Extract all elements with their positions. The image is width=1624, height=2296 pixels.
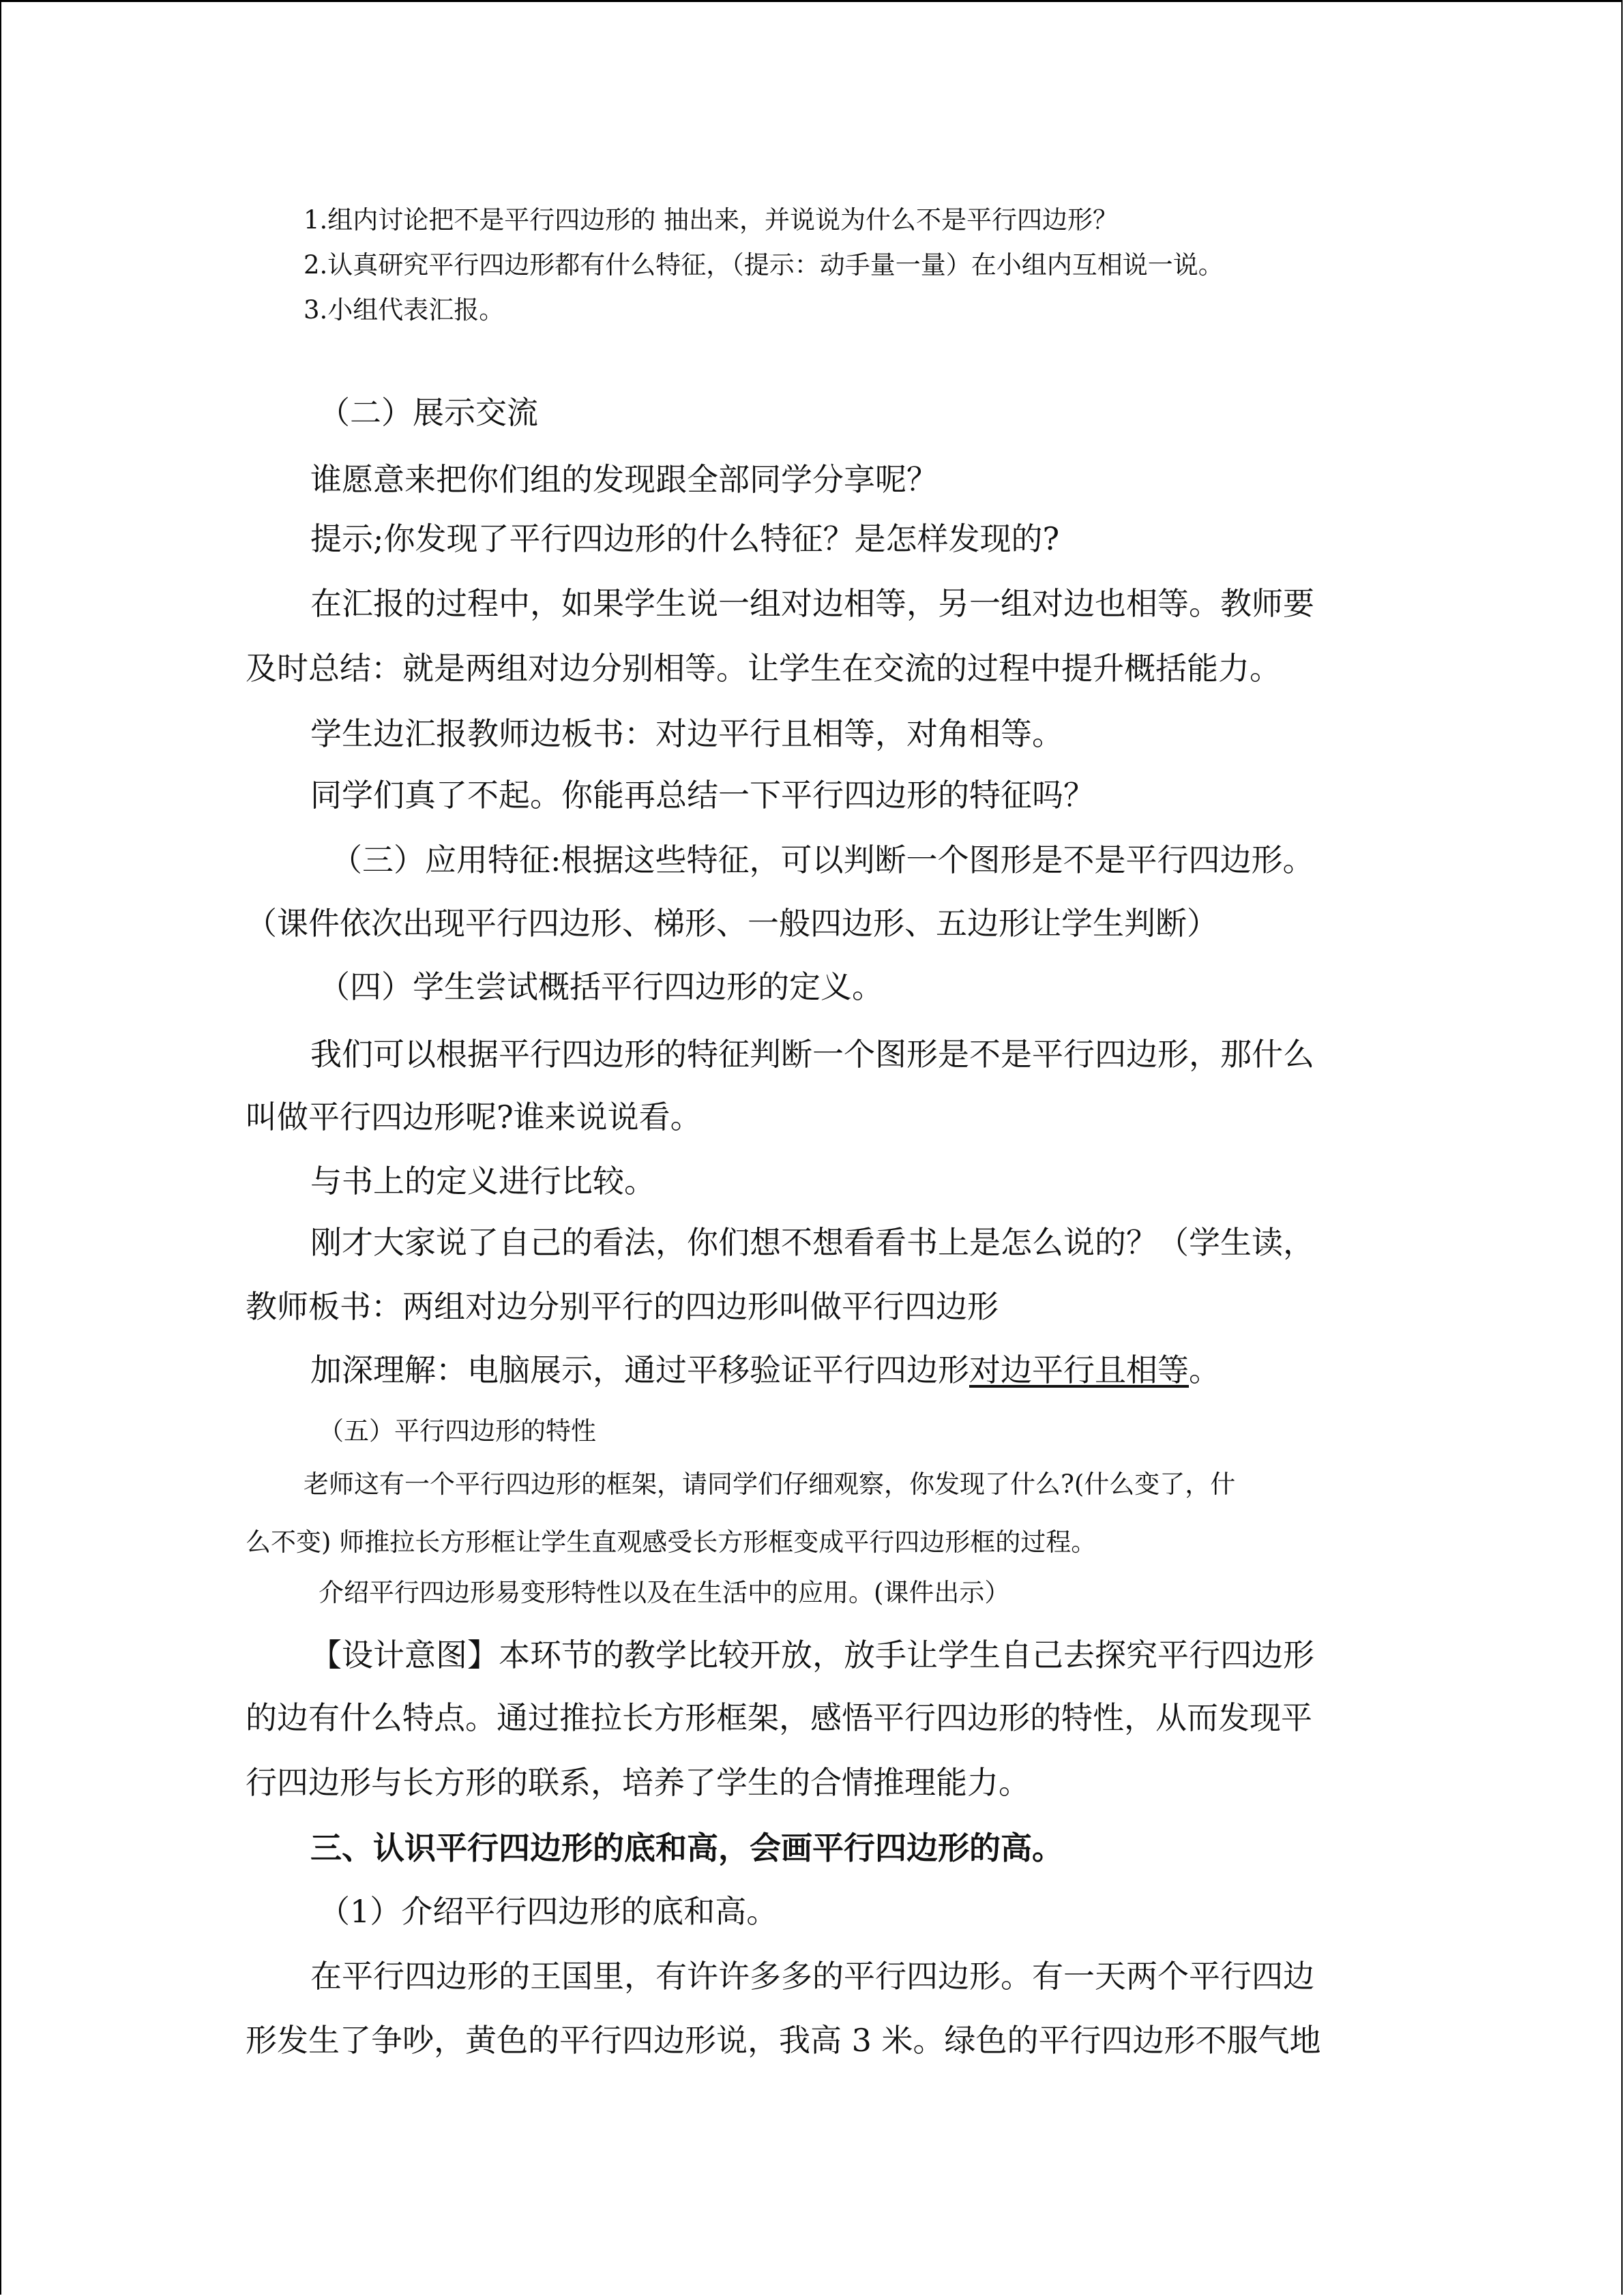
section-4-paragraph-3-line-1: 刚才大家说了自己的看法，你们想不想看看书上是怎么说的？（学生读， xyxy=(310,1224,1314,1261)
design-intent-line-2: 的边有什么特点。通过推拉长方形框架，感悟平行四边形的特性，从而发现平 xyxy=(246,1699,1312,1736)
section-5-paragraph-2: 介绍平行四边形易变形特性以及在生活中的应用。(课件出示） xyxy=(319,1578,1010,1607)
part-3-paragraph-1-line-2: 形发生了争吵，黄色的平行四边形说，我高 3 米。绿色的平行四边形不服气地 xyxy=(246,2022,1321,2059)
section-4-paragraph-1-line-2: 叫做平行四边形呢?谁来说说看。 xyxy=(246,1099,702,1135)
task-item-2: 2.认真研究平行四边形都有什么特征，（提示：动手量一量）在小组内互相说一说。 xyxy=(304,250,1224,280)
task-item-3: 3.小组代表汇报。 xyxy=(304,295,505,325)
section-2-heading: （二）展示交流 xyxy=(319,394,538,431)
underlined-phrase: 对边平行且相等 xyxy=(969,1352,1189,1388)
section-5-heading: （五）平行四边形的特性 xyxy=(319,1416,596,1446)
section-4-paragraph-2: 与书上的定义进行比较。 xyxy=(310,1163,655,1199)
section-3-line-1: （三）应用特征:根据这些特征，可以判断一个图形是不是平行四边形。 xyxy=(331,841,1314,878)
part-3-heading: 三、认识平行四边形的底和高，会画平行四边形的高。 xyxy=(310,1830,1063,1866)
section-5-paragraph-1-line-2: 么不变) 师推拉长方形框让学生直观感受长方形框变成平行四边形框的过程。 xyxy=(246,1527,1097,1557)
design-intent-line-1: 【设计意图】本环节的教学比较开放，放手让学生自己去探究平行四边形 xyxy=(310,1637,1314,1673)
section-4-paragraph-4-suffix: 。 xyxy=(1189,1352,1220,1388)
section-3-line-2: （课件依次出现平行四边形、梯形、一般四边形、五边形让学生判断） xyxy=(246,905,1218,942)
section-2-paragraph-5: 同学们真了不起。你能再总结一下平行四边形的特征吗？ xyxy=(310,777,1095,814)
part-3-paragraph-1-line-1: 在平行四边形的王国里，有许许多多的平行四边形。有一天两个平行四边 xyxy=(310,1958,1314,1995)
part-3-subheading-1: （1）介绍平行四边形的底和高。 xyxy=(319,1893,778,1930)
section-4-paragraph-3-line-2: 教师板书：两组对边分别平行的四边形叫做平行四边形 xyxy=(246,1288,999,1325)
section-2-paragraph-1: 谁愿意来把你们组的发现跟全部同学分享呢？ xyxy=(310,461,938,498)
section-2-paragraph-4: 学生边汇报教师边板书：对边平行且相等，对角相等。 xyxy=(310,715,1063,752)
task-item-1: 1.组内讨论把不是平行四边形的 抽出来，并说说为什么不是平行四边形？ xyxy=(304,205,1119,235)
section-4-paragraph-4-prefix: 加深理解：电脑展示，通过平移验证平行四边形 xyxy=(310,1352,969,1388)
section-5-paragraph-1-line-1: 老师这有一个平行四边形的框架，请同学们仔细观察，你发现了什么?(什么变了，什 xyxy=(304,1470,1236,1499)
section-2-paragraph-3-line-2: 及时总结：就是两组对边分别相等。让学生在交流的过程中提升概括能力。 xyxy=(246,650,1281,687)
section-4-heading: （四）学生尝试概括平行四边形的定义。 xyxy=(319,968,883,1005)
section-2-paragraph-2: 提示;你发现了平行四边形的什么特征？是怎样发现的? xyxy=(310,520,1060,557)
design-intent-line-3: 行四边形与长方形的联系，培养了学生的合情推理能力。 xyxy=(246,1764,1030,1801)
section-2-paragraph-3-line-1: 在汇报的过程中，如果学生说一组对边相等，另一组对边也相等。教师要 xyxy=(310,585,1314,622)
section-4-paragraph-1-line-1: 我们可以根据平行四边形的特征判断一个图形是不是平行四边形，那什么 xyxy=(310,1036,1314,1073)
section-4-paragraph-4 xyxy=(310,1345,1220,1390)
